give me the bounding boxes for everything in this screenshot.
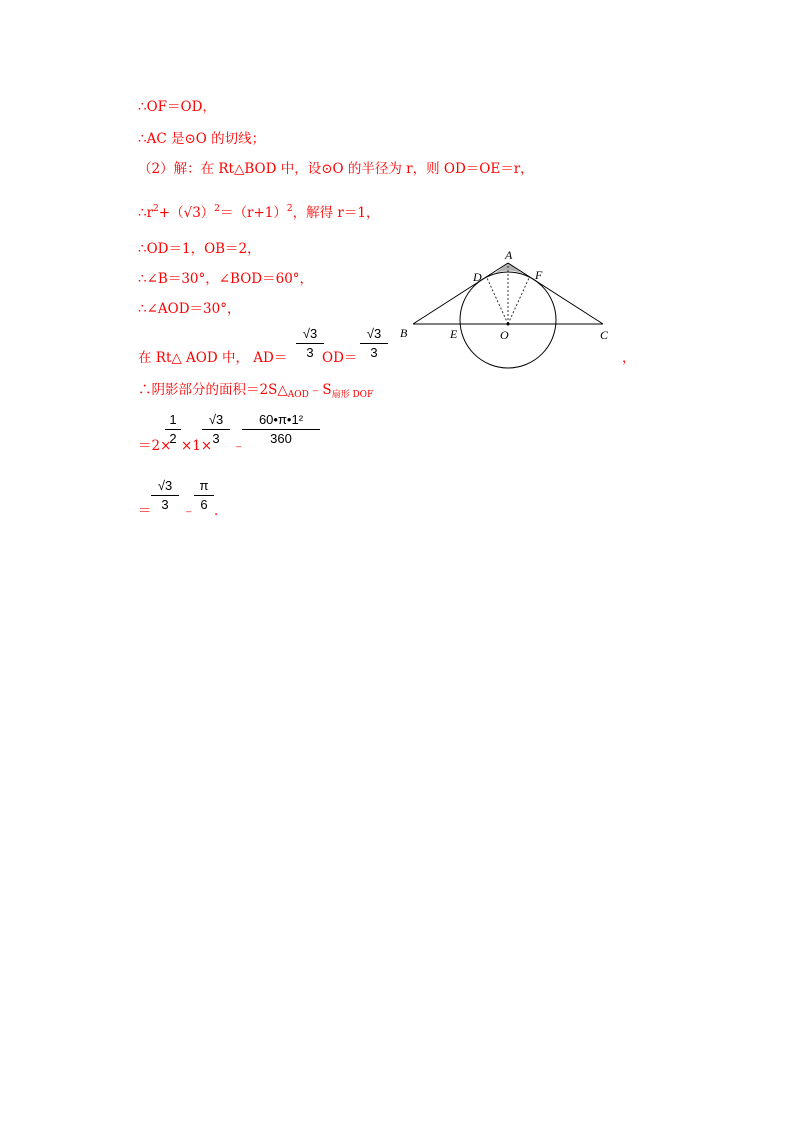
text-l10c: ﹣: [232, 438, 246, 454]
text-l9a: ∴阴影部分的面积＝2S△: [138, 382, 288, 398]
line-equation: [138, 200, 379, 222]
text-l10a: ＝2×: [138, 438, 172, 454]
label-f: F: [535, 268, 543, 282]
fraction-ad: [296, 326, 324, 361]
text-l4c: ＝（r+1）: [220, 205, 287, 221]
label-c: C: [600, 328, 609, 342]
text-l7: ∴∠AOD＝30°，: [138, 301, 241, 317]
text-l9sub: AOD: [287, 390, 309, 400]
line-od-equals: [322, 349, 357, 367]
fraction-od-num: √3: [366, 326, 382, 341]
fraction-bar: [360, 343, 388, 344]
text-l8a: 在 Rt△ AOD 中， AD＝: [138, 350, 288, 366]
line-of-equals-od: [138, 98, 216, 116]
text-l6: ∴∠B＝30°，∠BOD＝60°，: [138, 271, 314, 287]
line-od-ob: [138, 240, 261, 258]
fraction-res2-den: 6: [200, 497, 208, 512]
fraction-od-den: 3: [370, 345, 378, 360]
text-l4sup: 2: [153, 204, 159, 214]
fraction-sector-den: 360: [270, 431, 292, 446]
fraction-bar: [296, 343, 324, 344]
fraction-r3-num: √3: [208, 412, 224, 427]
text-l1: ∴OF＝OD，: [138, 99, 216, 115]
fraction-bar: [151, 495, 179, 496]
fraction-bar: [242, 429, 320, 430]
fraction-r3-den: 3: [212, 431, 220, 446]
line-rt-aod: [138, 349, 287, 367]
text-l4d: ，解得 r＝1，: [292, 205, 380, 221]
fraction-result-2: [194, 478, 214, 513]
text-l4sup2: 2: [214, 204, 221, 214]
fraction-half-den: 2: [169, 431, 177, 446]
text-l4sup3: 2: [286, 204, 293, 214]
fraction-ad-num: √3: [302, 326, 318, 341]
fraction-res2-num: π: [199, 478, 209, 493]
text-l9b: ﹣S: [308, 382, 332, 398]
fraction-half-num: 1: [169, 412, 177, 427]
label-o: O: [500, 328, 509, 342]
line-part2: [138, 160, 534, 178]
fraction-root3: [202, 412, 230, 447]
fraction-ad-den: 3: [306, 345, 314, 360]
line-result-period: [214, 502, 228, 520]
fraction-bar: [194, 495, 214, 496]
text-l8c: ，: [622, 350, 636, 366]
fraction-res1-den: 3: [161, 497, 169, 512]
text-l10b: ×1×: [181, 438, 213, 454]
text-l2: ∴AC 是⊙O 的切线；: [138, 131, 266, 147]
fraction-od: [360, 326, 388, 361]
line-shaded-area: [138, 381, 373, 404]
fraction-bar: [165, 429, 181, 430]
text-l9sub2: 扇形 DOF: [331, 390, 374, 400]
text-l5: ∴OD＝1，OB＝2，: [138, 241, 261, 257]
point-o: [507, 323, 510, 326]
text-l3: （2）解：在 Rt△BOD 中，设⊙O 的半径为 r，则 OD＝OE＝r，: [138, 161, 534, 177]
fraction-half: [165, 412, 181, 447]
label-e: E: [450, 327, 458, 341]
geometry-figure: [395, 245, 625, 375]
fraction-bar: [202, 429, 230, 430]
segment-of: [508, 278, 529, 324]
text-l11b: ﹣: [182, 503, 196, 519]
text-l4b: +（√3）: [158, 205, 215, 221]
line-ac-tangent: [138, 130, 265, 148]
label-d: D: [473, 270, 482, 284]
line-result: [138, 502, 152, 520]
label-a: A: [505, 248, 513, 262]
fraction-sector-num: 60•π•1²: [258, 412, 304, 427]
text-l11a: ＝: [138, 503, 152, 519]
fraction-result-1: [151, 478, 179, 513]
text-l11c: ．: [214, 503, 228, 519]
label-b: B: [400, 326, 408, 340]
fraction-sector: [242, 412, 320, 447]
fraction-res1-num: √3: [157, 478, 173, 493]
segment-od: [487, 278, 508, 324]
text-l8b: OD＝: [322, 350, 358, 366]
line-angle-aod: [138, 300, 240, 318]
line-angle-b: [138, 270, 313, 288]
text-l4a: ∴r: [138, 205, 154, 221]
